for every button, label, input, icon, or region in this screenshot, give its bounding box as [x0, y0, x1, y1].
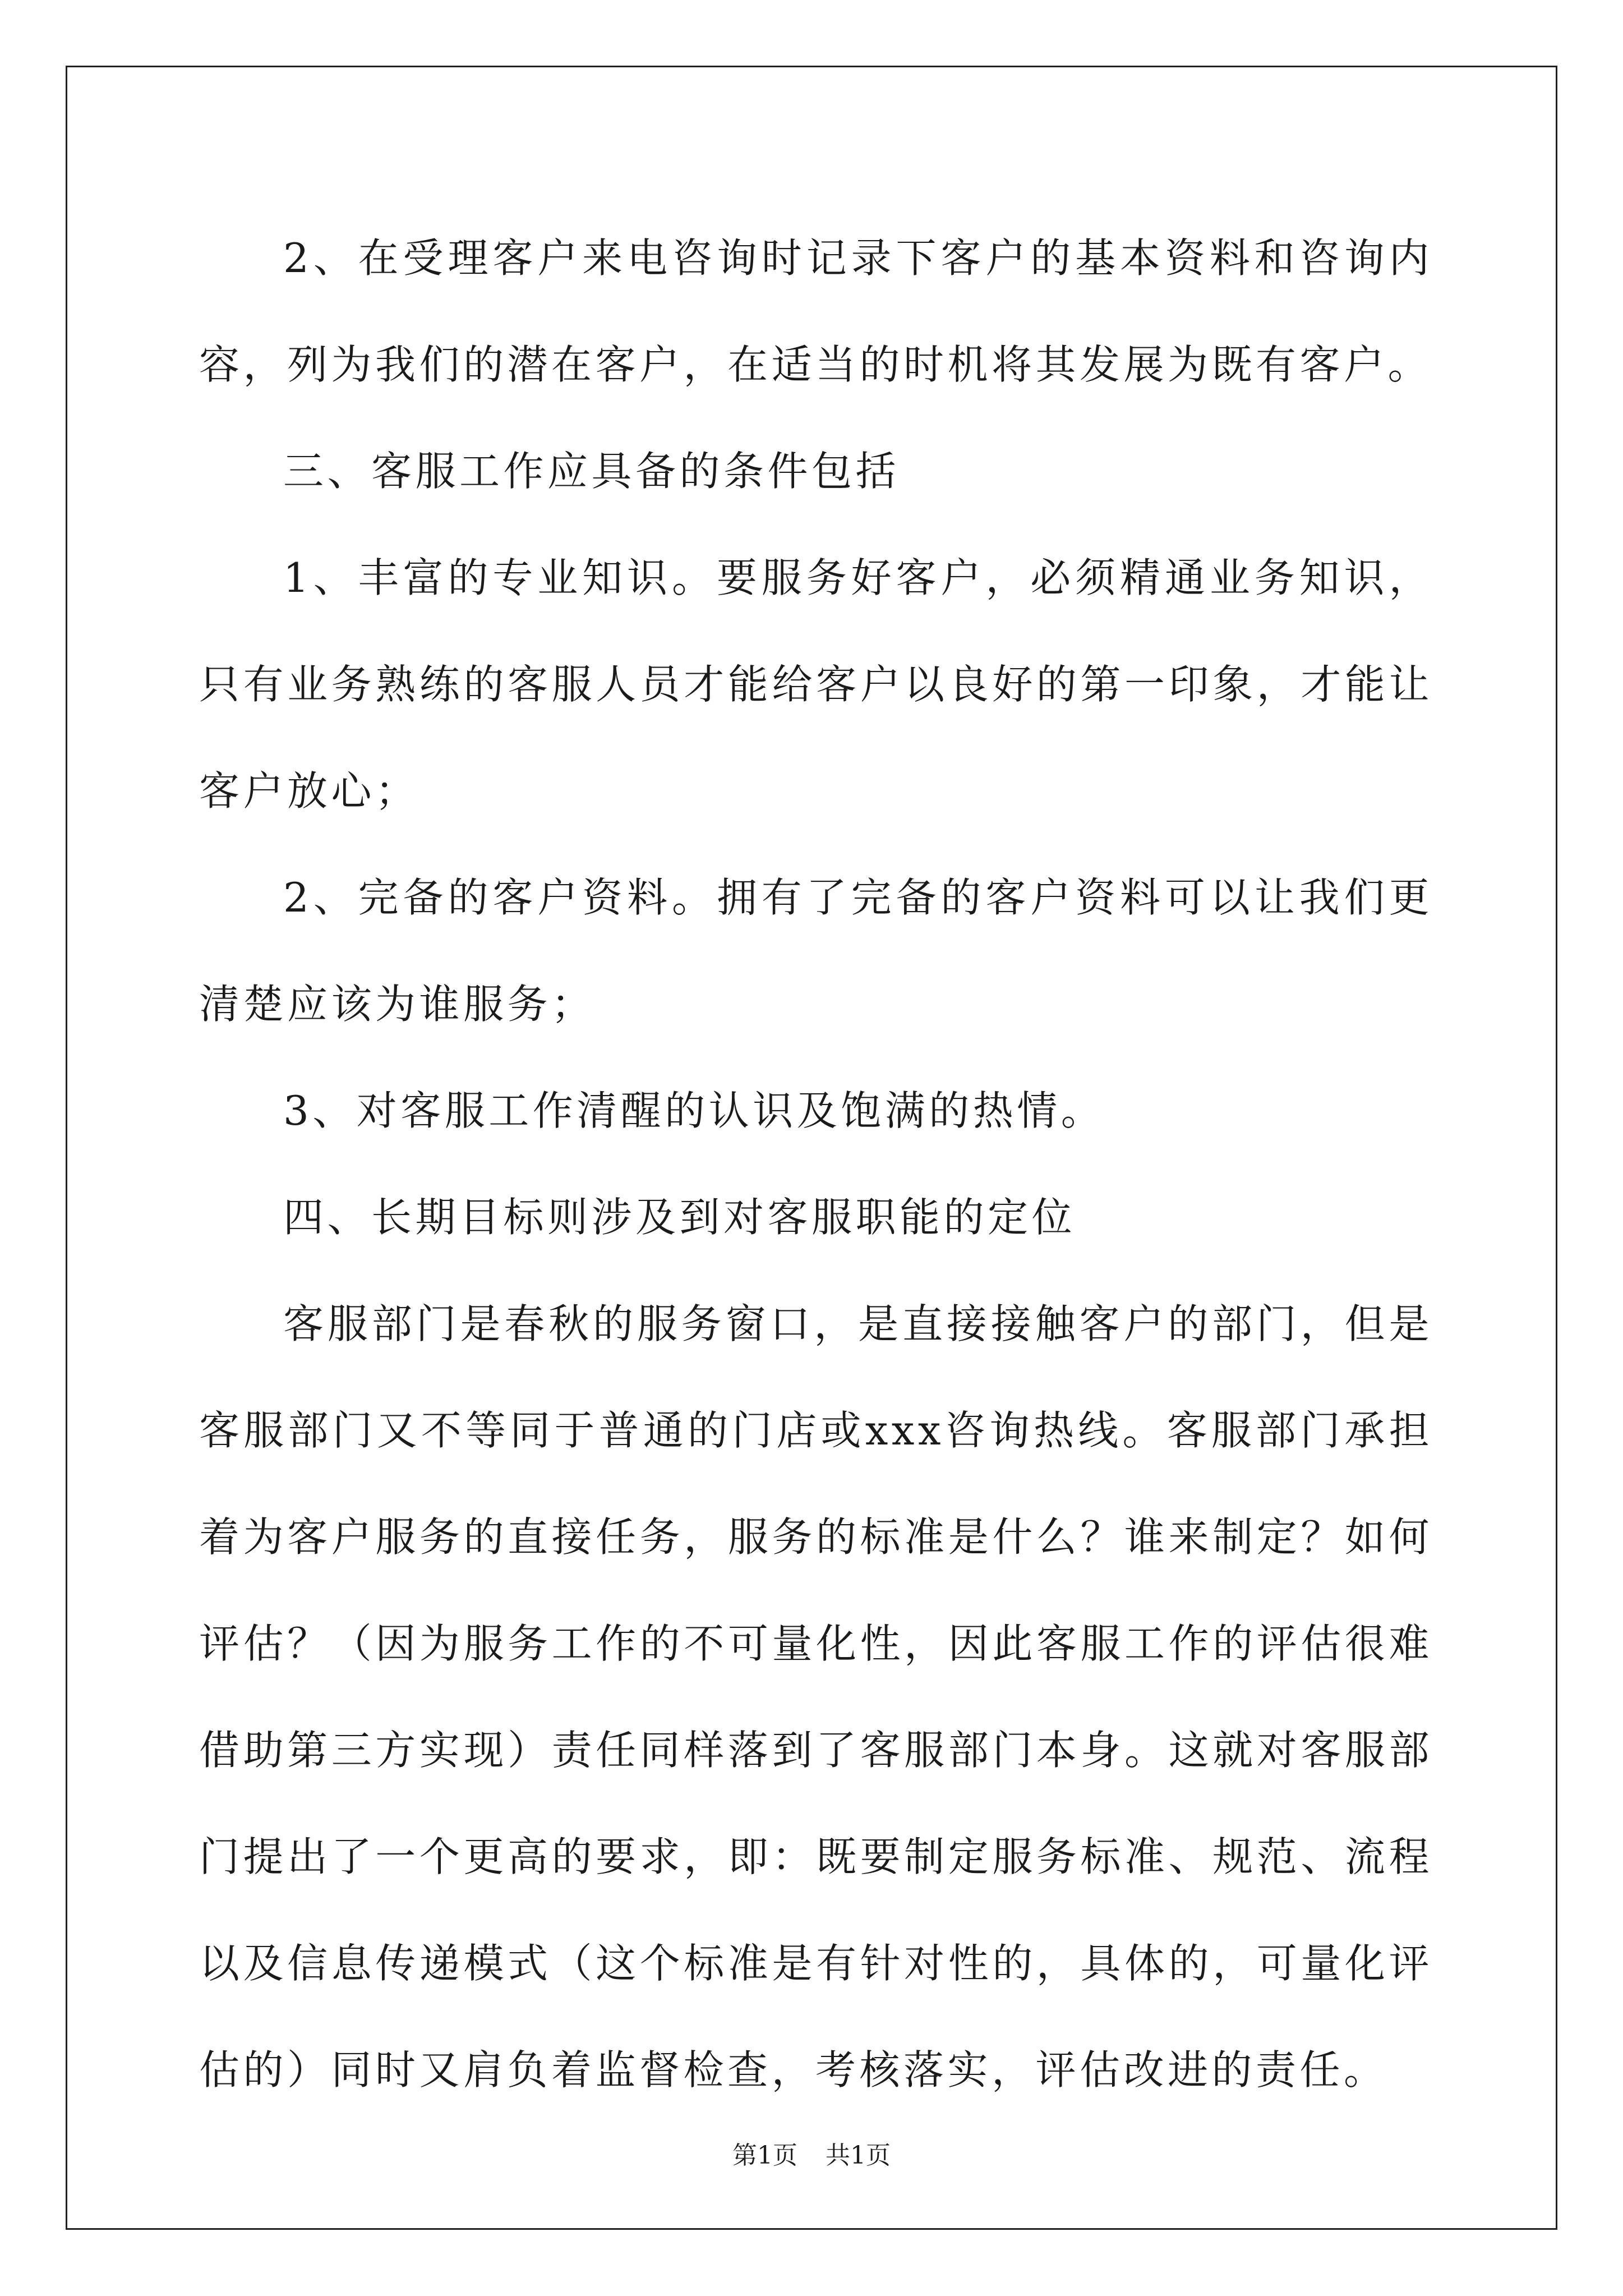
page-footer — [0, 2135, 1623, 2171]
paragraph-3: 2、完备的客户资料。拥有了完备的客户资料可以让我们更清楚应该为谁服务； — [199, 874, 1433, 1028]
page-total: 共1页 — [826, 2141, 891, 2170]
paragraph-2: 1、丰富的专业知识。要服务好客户，必须精通业务知识，只有业务熟练的客服人员才能给客户以良好的第一印象，才能让客户放心； — [199, 554, 1433, 815]
section-heading-3: 三、客服工作应具备的条件包括 — [283, 448, 900, 495]
paragraph-4: 3、对客服工作清醒的认识及饱满的热情。 — [283, 1087, 1105, 1134]
document-body — [199, 205, 1433, 2123]
paragraph-1: 2、在受理客户来电咨询时记录下客户的基本资料和咨询内容，列为我们的潜在客户，在适当的时机将其发展为既有客户。 — [199, 234, 1433, 388]
page-number: 第1页 — [732, 2141, 797, 2170]
section-heading-4: 四、长期目标则涉及到对客服职能的定位 — [283, 1194, 1076, 1241]
paragraph-5: 客服部门是春秋的服务窗口，是直接接触客户的部门，但是客服部门又不等同于普通的门店或xxx咨询热线。客服部门承担着为客户服务的直接任务，服务的标准是什么？谁来制定？如何评估？（因为服务工作的不可量化性，因此客服工作的评估很难借助第三方实现）责任同样落到了客服部门本身。这就对客服部门提出了一个更高的要求，即：既要制定服务标准、规范、流程以及信息传递模式（这个标准是有针对性的，具体的，可量化评估的）同时又肩负着监督检查，考核落实，评估改进的责任。 — [199, 1300, 1433, 2093]
